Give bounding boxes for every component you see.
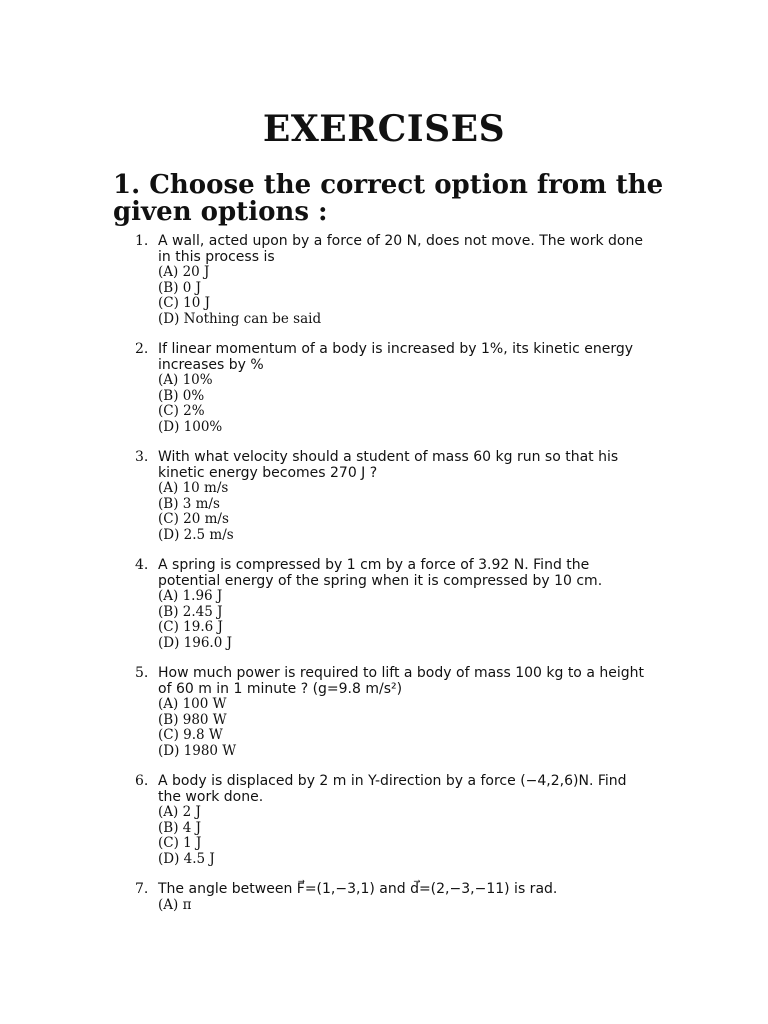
question-number: 4. bbox=[135, 557, 149, 573]
option-b: (B) 0 J bbox=[158, 279, 202, 296]
question-number: 3. bbox=[135, 449, 149, 465]
question-text: How much power is required to lift a body of mass 100 kg to a height of 60 m in 1 minute ? (g=9.8 m/s²) bbox=[158, 665, 644, 697]
question-number: 5. bbox=[135, 665, 149, 681]
option-d: (D) 196.0 J bbox=[158, 634, 232, 651]
question-number: 6. bbox=[135, 773, 149, 789]
question-1 bbox=[0, 234, 653, 327]
option-a: (A) π bbox=[158, 896, 192, 913]
option-c: (C) 10 J bbox=[158, 295, 211, 311]
option-d: (D) 4.5 J bbox=[158, 850, 215, 867]
option-c: (C) 2% bbox=[158, 403, 205, 419]
question-2 bbox=[0, 342, 653, 435]
option-b: (B) 4 J bbox=[158, 819, 202, 836]
question-text: With what velocity should a student of mass 60 kg run so that his kinetic energy becomes 270 J ? bbox=[158, 449, 619, 481]
question-number: 2. bbox=[135, 341, 149, 357]
question-text: A wall, acted upon by a force of 20 N, does not move. The work done in this process is bbox=[158, 233, 643, 265]
option-d: (D) 100% bbox=[158, 418, 223, 435]
page-title: EXERCISES bbox=[262, 108, 506, 150]
question-text: A spring is compressed by 1 cm by a force of 3.92 N. Find the potential energy of the spring when it is compressed by 10 cm. bbox=[158, 557, 603, 589]
option-a: (A) 100 W bbox=[158, 696, 227, 712]
option-d: (D) 2.5 m/s bbox=[158, 526, 234, 543]
question-5 bbox=[0, 666, 653, 759]
option-c: (C) 1 J bbox=[158, 835, 202, 851]
question-7 bbox=[0, 882, 653, 913]
question-number: 7. bbox=[135, 881, 149, 897]
question-6 bbox=[0, 774, 653, 867]
option-c: (C) 20 m/s bbox=[158, 511, 229, 527]
question-list bbox=[0, 234, 768, 928]
option-b: (B) 980 W bbox=[158, 711, 227, 728]
option-b: (B) 0% bbox=[158, 387, 205, 404]
section-heading: 1. Choose the correct option from the given options : bbox=[113, 170, 664, 227]
option-c: (C) 9.8 W bbox=[158, 727, 223, 743]
option-b: (B) 3 m/s bbox=[158, 495, 220, 512]
question-text: If linear momentum of a body is increased by 1%, its kinetic energy increases by % bbox=[158, 341, 634, 373]
question-text: The angle between F⃗=(1,−3,1) and d⃗=(2,−3,−11) is rad. bbox=[158, 881, 558, 897]
option-a: (A) 20 J bbox=[158, 264, 210, 280]
question-text: A body is displaced by 2 m in Y-direction by a force (−4,2,6)N. Find the work done. bbox=[158, 773, 627, 805]
option-d: (D) Nothing can be said bbox=[158, 310, 322, 327]
question-number: 1. bbox=[135, 233, 149, 249]
option-c: (C) 19.6 J bbox=[158, 619, 223, 635]
option-a: (A) 10% bbox=[158, 372, 213, 388]
option-a: (A) 2 J bbox=[158, 804, 201, 820]
option-a: (A) 1.96 J bbox=[158, 588, 223, 604]
option-a: (A) 10 m/s bbox=[158, 480, 229, 496]
option-d: (D) 1980 W bbox=[158, 742, 237, 759]
question-3 bbox=[0, 450, 653, 543]
question-4 bbox=[0, 558, 653, 651]
option-b: (B) 2.45 J bbox=[158, 603, 223, 620]
